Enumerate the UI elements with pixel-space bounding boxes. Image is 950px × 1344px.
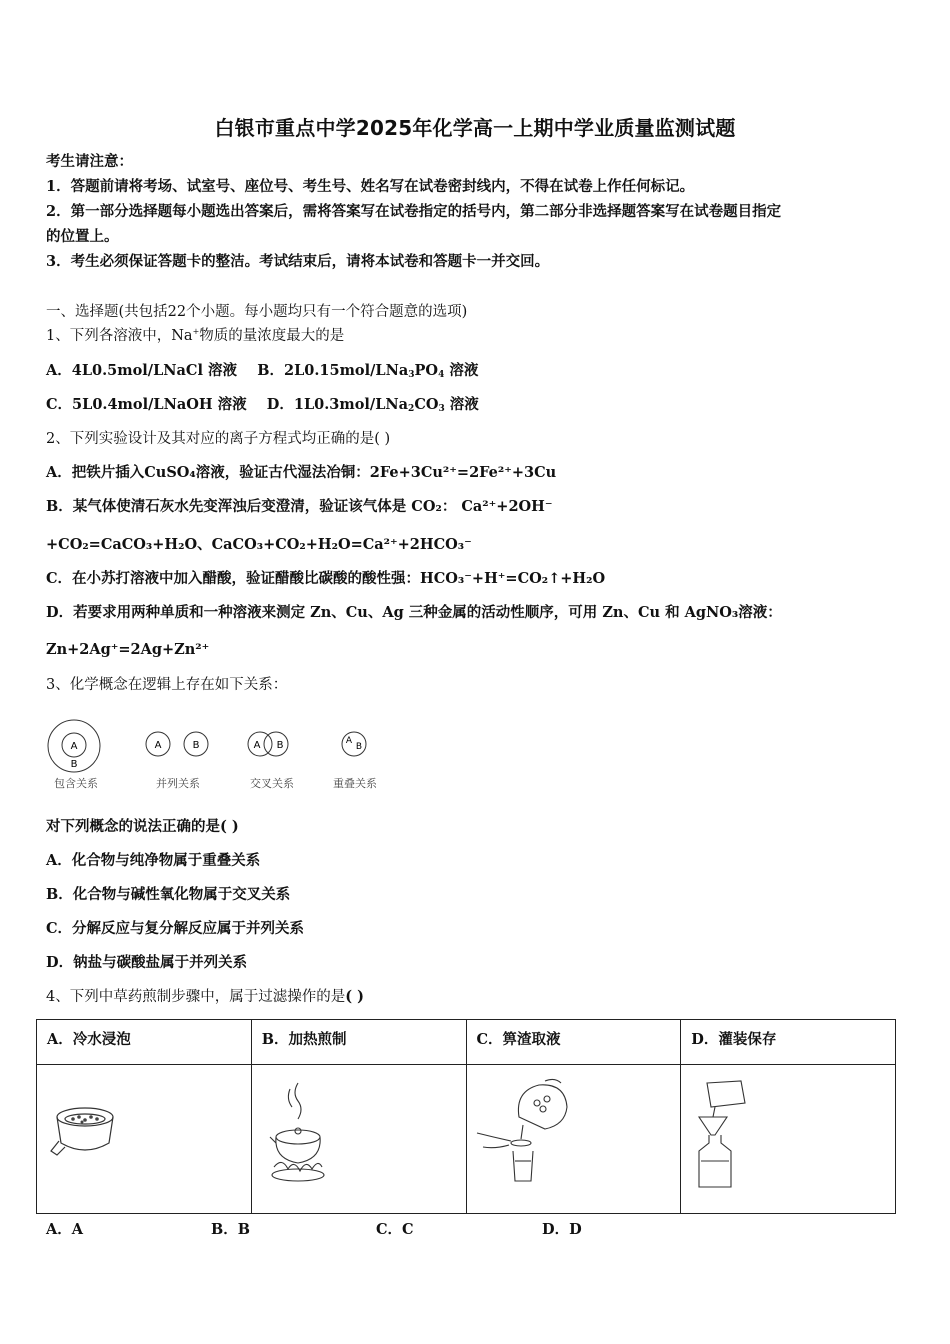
- q1-option-a: A．4L0.5mol/LNaCl 溶液: [46, 362, 238, 379]
- notice-item-1: 1．答题前请将考场、试室号、座位号、考生号、姓名写在试卷密封线内，不得在试卷上作任何标记。: [46, 178, 695, 195]
- inclusion-relation-label: 包含关系: [54, 777, 98, 790]
- q4-cell-c-image: [466, 1065, 681, 1214]
- q3-option-c: C．分解反应与复分解反应属于并列关系: [46, 920, 305, 937]
- q2-option-d-cont: Zn+2Ag⁺=2Ag+Zn²⁺: [46, 641, 210, 658]
- q4-col-a: A．冷水浸泡: [37, 1020, 252, 1065]
- q3-stem: 3、化学概念在逻辑上存在如下关系：: [46, 677, 288, 693]
- parallel-circle-a-label: A: [154, 740, 162, 751]
- q2-option-c: C．在小苏打溶液中加入醋酸，验证醋酸比碳酸的酸性强：HCO₃⁻+H⁺=CO₂↑+H₂O: [46, 570, 606, 587]
- q4-col-c: C．箅渣取液: [466, 1020, 681, 1065]
- inclusion-circle-b-label: B: [70, 759, 78, 770]
- q3-option-a: A．化合物与纯净物属于重叠关系: [46, 852, 261, 869]
- straining-icon: [475, 1077, 575, 1189]
- q1-stem: 1、下列各溶液中，Na+物质的量浓度最大的是: [46, 327, 345, 344]
- q4-cell-a-image: [37, 1065, 252, 1214]
- inclusion-circle-a-label: A: [70, 741, 78, 752]
- q1-options-row2: [46, 395, 479, 415]
- q4-stem: 4、下列中草药煎制步骤中，属于过滤操作的是( ): [46, 988, 365, 1005]
- q1-option-c: C．5L0.4mol/LNaOH 溶液: [46, 396, 247, 413]
- overlap-circle-a-label: A: [345, 736, 353, 746]
- q2-option-b: B．某气体使清石灰水先变浑浊后变澄清，验证该气体是 CO₂： Ca²⁺+2OH⁻: [46, 498, 553, 515]
- q3-ask: 对下列概念的说法正确的是( ): [46, 818, 239, 835]
- q2-option-d: D．若要求用两种单质和一种溶液来测定 Zn、Cu、Ag 三种金属的活动性顺序，可用 Zn、Cu 和 AgNO₃溶液：: [46, 604, 782, 621]
- q4-col-d: D．灌装保存: [681, 1020, 896, 1065]
- q3-option-d: D．钠盐与碳酸盐属于并列关系: [46, 954, 248, 971]
- q4-answer-d: D．D: [542, 1221, 582, 1238]
- q4-answer-b: B．B: [211, 1221, 251, 1238]
- q4-answer-c: C．C: [376, 1221, 414, 1238]
- section-heading: 一、选择题(共包括22个小题。每小题均只有一个符合题意的选项): [46, 304, 468, 320]
- q4-options-table: [36, 1019, 896, 1214]
- q1-option-d: D．$1L0.3mol/LNa_2CO_3$ 溶液: [266, 396, 479, 414]
- q1-options-row1: [46, 361, 478, 381]
- q2-stem: 2、下列实验设计及其对应的离子方程式均正确的是( ): [46, 431, 391, 447]
- q4-cell-d-image: [681, 1065, 896, 1214]
- q2-option-b-cont: +CO₂=CaCO₃+H₂O、CaCO₃+CO₂+H₂O=Ca²⁺+2HCO₃⁻: [46, 536, 472, 553]
- parallel-circle-b-label: B: [192, 740, 200, 751]
- q4-cell-b-image: [251, 1065, 466, 1214]
- overlap-circle-b-label: B: [355, 742, 363, 752]
- table-image-row: [37, 1065, 896, 1214]
- notice-item-2: 2．第一部分选择题每小题选出答案后，需将答案写在试卷指定的括号内，第二部分非选择题答案写在试卷题目指定: [46, 203, 782, 220]
- bottling-icon: [693, 1077, 757, 1193]
- soaking-pot-icon: [49, 1101, 121, 1165]
- q4-answer-a: A．A: [46, 1221, 84, 1238]
- intersection-circle-a-label: A: [253, 740, 261, 751]
- notice-item-3: 3．考生必须保证答题卡的整洁。考试结束后，请将本试卷和答题卡一并交回。: [46, 253, 550, 270]
- parallel-relation-label: 并列关系: [156, 777, 200, 790]
- overlap-relation-label: 重叠关系: [333, 777, 377, 790]
- q3-option-b: B．化合物与碱性氧化物属于交叉关系: [46, 886, 291, 903]
- notice-heading: 考生请注意：: [46, 153, 133, 170]
- concept-relation-diagram: [44, 718, 394, 798]
- table-header-row: [37, 1020, 896, 1065]
- q1-option-b: B．$2L0.15mol/LNa_3PO_4$ 溶液: [257, 362, 479, 380]
- page-title: 白银市重点中学2025年化学高一上期中学业质量监测试题: [214, 116, 736, 140]
- intersection-circle-b-label: B: [276, 740, 284, 751]
- notice-item-2-cont: 的位置上。: [46, 228, 119, 245]
- heating-pot-icon: [268, 1079, 328, 1185]
- q2-option-a: A．把铁片插入CuSO₄溶液，验证古代湿法冶铜：2Fe+3Cu²⁺=2Fe²⁺+3Cu: [46, 464, 557, 481]
- intersection-relation-label: 交叉关系: [250, 777, 294, 790]
- q4-col-b: B．加热煎制: [251, 1020, 466, 1065]
